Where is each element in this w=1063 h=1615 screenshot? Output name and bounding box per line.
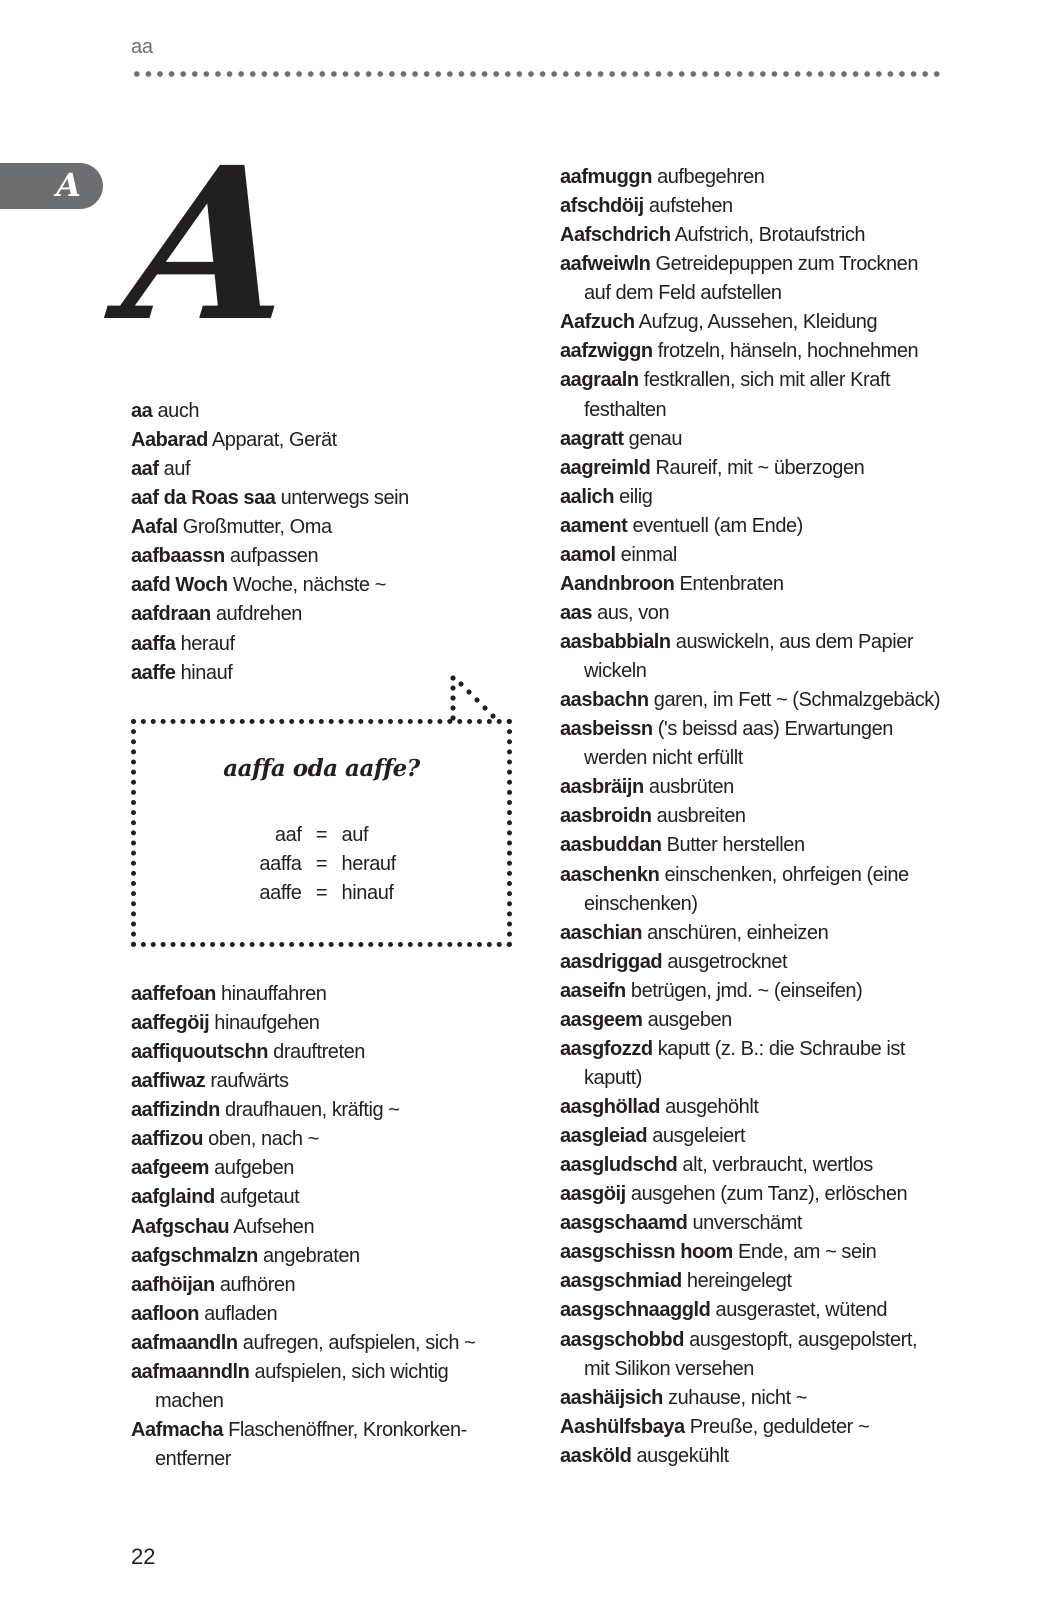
dictionary-entry [131, 1358, 475, 1416]
entry-term: aashäijsich [560, 1386, 663, 1409]
entry-term: aasköld [560, 1444, 632, 1467]
entry-definition-continued: machen [155, 1389, 224, 1412]
entry-term: aasdriggad [560, 950, 663, 973]
entry-definition-continued: werden nicht erfüllt [584, 747, 743, 770]
entry-definition: aufspielen, sich wichtig [254, 1360, 449, 1383]
dictionary-entry [560, 1093, 940, 1122]
entry-definition: ausgehen (zum Tanz), erlöschen [630, 1183, 908, 1206]
entry-term: aaffefoan [131, 983, 216, 1005]
entry-term: aasgschissn hoom [560, 1241, 733, 1264]
entry-term: aasgschobbd [560, 1328, 684, 1351]
entry-definition: ausbrüten [648, 776, 734, 799]
info-box-rows [131, 821, 512, 908]
dictionary-entry [560, 1442, 940, 1471]
entry-definition: hinauf [180, 661, 233, 684]
standard-word: hinauf [341, 882, 394, 904]
entry-definition-continued: kaputt) [584, 1066, 642, 1089]
entry-definition: aufgetaut [219, 1186, 300, 1209]
entry-definition: Aufzug, Aussehen, Kleidung [638, 311, 878, 334]
standard-word: herauf [341, 853, 396, 875]
dictionary-entry [560, 1035, 940, 1093]
speech-bubble-tail [448, 672, 508, 724]
entry-definition: hinauffahren [220, 983, 327, 1005]
entry-term: aamol [560, 543, 616, 566]
dictionary-entry [131, 426, 409, 455]
entry-term: Aabarad [131, 429, 208, 452]
dictionary-entry [560, 425, 940, 454]
dictionary-entry [131, 980, 475, 1009]
dialect-word: aaf [274, 824, 302, 846]
dictionary-entry [131, 1213, 475, 1242]
entry-term: aalich [560, 485, 614, 508]
entry-definition: garen, im Fett ~ (Schmalzgebäck) [653, 689, 941, 712]
dictionary-entry [560, 1151, 940, 1180]
entry-definition: ausgekühlt [636, 1444, 729, 1467]
entry-definition: herauf [180, 632, 235, 655]
entry-definition: ausgehöhlt [665, 1096, 759, 1118]
dictionary-entry [131, 1009, 475, 1038]
entry-term: aasgschaamd [560, 1212, 688, 1235]
dictionary-entry [131, 1242, 475, 1271]
entry-term: aasgludschd [560, 1154, 678, 1177]
entry-definition: oben, nach ~ [208, 1128, 319, 1151]
entry-term: aagratt [560, 427, 624, 450]
dictionary-entry [560, 221, 940, 250]
entry-term: aasgeem [560, 1008, 643, 1031]
entry-term: afschdöij [560, 195, 644, 218]
entry-definition: unterwegs sein [280, 487, 409, 510]
entry-definition-continued: einschenken) [584, 892, 698, 915]
entry-definition: Preuße, geduldeter ~ [689, 1415, 870, 1438]
entry-definition: eilig [619, 485, 653, 508]
entry-term: aafdraan [131, 603, 211, 626]
dictionary-entry [131, 397, 409, 426]
entry-definition-continued: festhalten [584, 398, 667, 421]
dictionary-entry [131, 571, 409, 600]
entry-definition: frotzeln, hänseln, hochnehmen [657, 340, 919, 363]
entry-definition: Getreidepuppen zum Trocknen [655, 253, 919, 276]
entry-term: aas [560, 601, 593, 624]
dialect-word: aaffe [259, 882, 302, 904]
dictionary-entry [560, 192, 940, 221]
chapter-tab [0, 163, 103, 209]
dictionary-entry [560, 454, 940, 483]
entry-term: aafloon [131, 1302, 199, 1325]
entry-definition: auswickeln, aus dem Papier [675, 631, 914, 653]
entry-term: aaseifn [560, 979, 626, 1002]
equals-sign: = [315, 824, 328, 846]
entry-term: Aafschdrich [560, 224, 671, 247]
entry-term: Aafzuch [560, 311, 635, 334]
entry-definition: betrügen, jmd. ~ (einseifen) [630, 979, 863, 1002]
entry-term: aasbräijn [560, 776, 644, 799]
entry-definition: ('s beissd aas) Erwartungen [657, 718, 893, 741]
dictionary-entry [560, 541, 940, 570]
entry-definition: raufwärts [210, 1070, 289, 1093]
entry-term: aa [131, 400, 153, 422]
dictionary-entry [131, 484, 409, 513]
dictionary-entry [560, 977, 940, 1006]
dictionary-entry [560, 1238, 940, 1267]
entry-definition: Apparat, Gerät [211, 429, 337, 452]
entry-definition: einschenken, ohrfeigen (eine [664, 863, 909, 886]
entry-term: aasgleiad [560, 1125, 648, 1148]
entry-term: aasbuddan [560, 834, 662, 857]
dictionary-entry [560, 1122, 940, 1151]
entry-definition: hereingelegt [686, 1270, 792, 1293]
entry-definition: genau [628, 427, 683, 450]
entry-definition: Ende, am ~ sein [737, 1241, 877, 1264]
entry-term: Aafgschau [131, 1215, 230, 1238]
equals-sign: = [315, 853, 328, 875]
entry-term: aafgeem [131, 1157, 210, 1180]
dictionary-entry [560, 1180, 940, 1209]
entry-definition-continued: wickeln [584, 660, 647, 683]
entry-term: aaffe [131, 661, 176, 684]
entry-definition: angebraten [262, 1244, 360, 1267]
dictionary-entry [131, 1125, 475, 1154]
entry-term: aasbroidn [560, 805, 652, 828]
entry-definition: aufdrehen [215, 603, 302, 626]
entry-definition: auf [163, 458, 191, 481]
dictionary-entry [560, 773, 940, 802]
entry-definition: anschüren, einheizen [647, 921, 829, 944]
chapter-tab-letter: A [56, 166, 81, 204]
dictionary-entry [560, 512, 940, 541]
dictionary-entry [560, 686, 940, 715]
dictionary-entry [131, 513, 409, 542]
info-box-row [131, 879, 512, 908]
dictionary-entry [131, 1183, 475, 1212]
entry-term: aasgfozzd [560, 1037, 653, 1060]
page-number: 22 [131, 1544, 156, 1569]
dictionary-entry [560, 1384, 940, 1413]
dictionary-entry [560, 250, 940, 308]
info-box-row [131, 850, 512, 879]
dictionary-entry [560, 919, 940, 948]
dictionary-entry [131, 455, 409, 484]
entry-term: aament [560, 514, 628, 537]
entry-definition: Butter herstellen [666, 834, 805, 857]
info-box-row [131, 821, 512, 850]
entry-term: Aafmacha [131, 1418, 223, 1441]
entry-definition: aufhören [219, 1273, 296, 1296]
dictionary-entry [131, 630, 409, 659]
dictionary-entry [131, 1300, 475, 1329]
entry-term: aaf da Roas saa [131, 487, 276, 510]
entry-definition: ausbreiten [656, 805, 746, 828]
entry-term: aasgöij [560, 1183, 626, 1206]
dictionary-entry [560, 948, 940, 977]
entry-definition: alt, verbraucht, wertlos [682, 1154, 873, 1177]
entry-term: Aashülfsbaya [560, 1415, 685, 1438]
entry-term: aaffizindn [131, 1099, 220, 1122]
dictionary-entry [560, 599, 940, 628]
dictionary-entry [560, 1296, 940, 1325]
dictionary-entry [560, 715, 940, 773]
entry-term: aasgschnaaggld [560, 1299, 711, 1322]
entry-definition: aus, von [597, 601, 670, 624]
dictionary-entry [560, 308, 940, 337]
entry-term: Aafal [131, 516, 178, 539]
entry-definition: Entenbraten [679, 572, 784, 595]
entry-definition: drauftreten [273, 1041, 365, 1064]
entry-term: aafweiwln [560, 253, 651, 276]
dictionary-entry [560, 163, 940, 192]
entry-term: aafzwiggn [560, 340, 653, 363]
entry-definition: hinaufgehen [214, 1012, 320, 1035]
entry-definition: festkrallen, sich mit aller Kraft [643, 369, 891, 392]
dictionary-entry [560, 366, 940, 424]
entry-term: aaf [131, 458, 159, 481]
entry-definition: Aufstrich, Brotaufstrich [674, 224, 866, 247]
dictionary-entry [131, 1271, 475, 1300]
entry-definition: Woche, nächste ~ [232, 574, 386, 597]
entry-term: aaffegöij [131, 1012, 210, 1035]
section-initial-letter: A [115, 121, 304, 368]
entry-term: aagreimld [560, 456, 651, 479]
entry-term: aafd Woch [131, 574, 228, 597]
entry-definition: Großmutter, Oma [182, 516, 332, 539]
entry-term: aasbabbialn [560, 631, 671, 653]
entry-definition: draufhauen, kräftig ~ [224, 1099, 400, 1122]
standard-word: auf [341, 824, 369, 846]
entry-definition: aufladen [204, 1302, 278, 1325]
entry-term: aafgschmalzn [131, 1244, 258, 1267]
entry-term: aafhöijan [131, 1273, 215, 1296]
entry-definition: auch [157, 400, 200, 422]
dictionary-entry [131, 1329, 475, 1358]
info-box [131, 719, 512, 947]
entry-term: aafmaanndln [131, 1360, 250, 1383]
entry-term: aaffiwaz [131, 1070, 206, 1093]
entry-definition: ausgeben [647, 1008, 732, 1031]
dictionary-entry [560, 1006, 940, 1035]
entry-list-left-top [131, 397, 409, 688]
entry-term: aafmuggn [560, 166, 652, 188]
entry-definition: aufpassen [229, 545, 319, 568]
entry-definition: ausgetrocknet [667, 950, 788, 973]
running-head: aa [131, 36, 153, 58]
entry-term: aaschian [560, 921, 643, 944]
entry-list-right [560, 163, 940, 1471]
dictionary-entry [131, 1096, 475, 1125]
dictionary-entry [560, 628, 940, 686]
header-dotted-rule [131, 70, 943, 78]
dictionary-entry [131, 1154, 475, 1183]
entry-term: aasgschmiad [560, 1270, 682, 1293]
entry-definition: kaputt (z. B.: die Schraube ist [657, 1037, 906, 1060]
entry-definition-continued: auf dem Feld aufstellen [584, 282, 782, 305]
entry-list-left-bottom [131, 980, 475, 1474]
entry-definition: aufgeben [214, 1157, 294, 1180]
entry-term: aasbeissn [560, 718, 653, 741]
entry-term: aafmaandln [131, 1331, 238, 1354]
dictionary-entry [131, 1067, 475, 1096]
entry-definition: aufbegehren [657, 166, 765, 188]
dictionary-entry [131, 659, 409, 688]
dictionary-entry [131, 1038, 475, 1067]
entry-definition: ausgeleiert [652, 1125, 746, 1148]
dictionary-entry [560, 802, 940, 831]
dictionary-entry [131, 1416, 475, 1474]
dictionary-entry [131, 600, 409, 629]
entry-term: aafbaassn [131, 545, 225, 568]
entry-definition: aufstehen [648, 195, 733, 218]
entry-term: Aandnbroon [560, 572, 675, 595]
entry-term: aaffizou [131, 1128, 203, 1151]
entry-definition: ausgestopft, ausgepolstert, [689, 1328, 918, 1351]
dictionary-entry [560, 1413, 940, 1442]
dictionary-entry [131, 542, 409, 571]
dictionary-entry [560, 337, 940, 366]
entry-term: aasbachn [560, 689, 649, 712]
entry-term: aagraaln [560, 369, 639, 392]
dictionary-entry [560, 831, 940, 860]
dictionary-entry [560, 570, 940, 599]
entry-term: aafglaind [131, 1186, 215, 1209]
entry-term: aaffa [131, 632, 176, 655]
dialect-word: aaffa [259, 853, 302, 875]
info-box-title: aaffa oda aaffe? [223, 755, 420, 782]
entry-definition: ausgerastet, wütend [715, 1299, 888, 1322]
dictionary-entry [560, 1326, 940, 1384]
entry-definition: eventuell (am Ende) [632, 514, 803, 537]
entry-definition: Flaschenöffner, Kronkorken- [228, 1418, 467, 1441]
dictionary-entry [560, 861, 940, 919]
equals-sign: = [315, 882, 328, 904]
entry-term: aaffiquoutschn [131, 1041, 269, 1064]
entry-definition: unverschämt [692, 1212, 803, 1235]
dictionary-entry [560, 1267, 940, 1296]
entry-definition: einmal [620, 543, 677, 566]
entry-definition-continued: mit Silikon versehen [584, 1357, 754, 1380]
entry-definition: Aufsehen [233, 1215, 315, 1238]
entry-definition: aufregen, aufspielen, sich ~ [242, 1331, 476, 1354]
entry-definition: zuhause, nicht ~ [668, 1386, 808, 1409]
entry-term: aaschenkn [560, 863, 660, 886]
dictionary-entry [560, 483, 940, 512]
dictionary-entry [560, 1209, 940, 1238]
entry-definition: Raureif, mit ~ überzogen [655, 456, 865, 479]
entry-definition-continued: entferner [155, 1448, 231, 1470]
entry-term: aasghöllad [560, 1096, 660, 1118]
